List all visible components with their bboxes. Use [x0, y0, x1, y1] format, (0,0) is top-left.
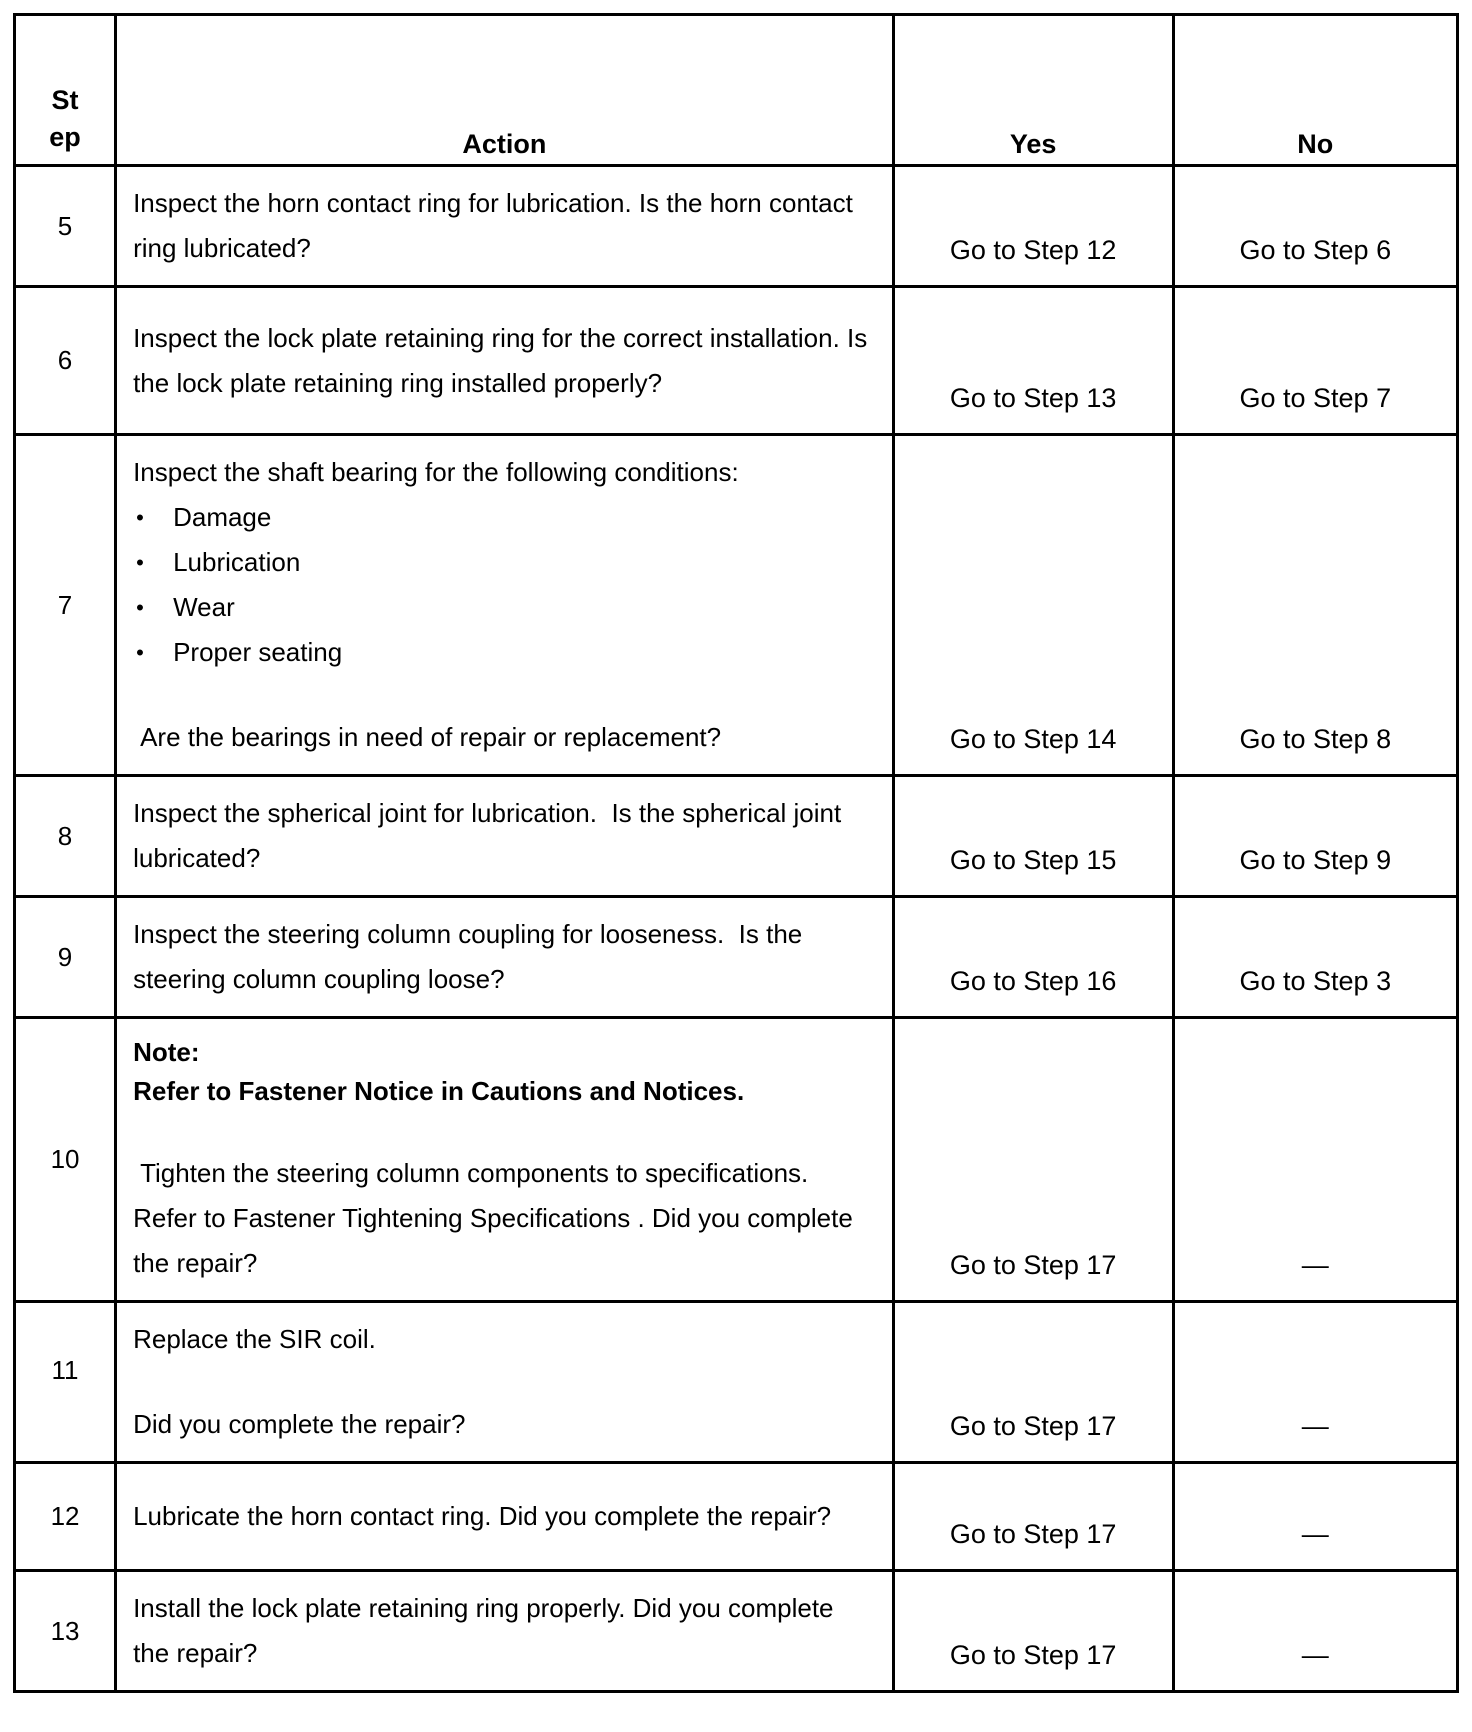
action-text: Install the lock plate retaining ring properly. Did you complete the repair?	[116, 1571, 894, 1692]
step-number: 6	[15, 287, 116, 435]
step-number: 8	[15, 776, 116, 897]
step-number: 9	[15, 897, 116, 1018]
no-result: —	[1173, 1018, 1457, 1302]
yes-result: Go to Step 14	[893, 435, 1173, 776]
action-text: Inspect the steering column coupling for looseness. Is the steering column coupling loose?	[116, 897, 894, 1018]
action-question: Did you complete the repair?	[133, 1409, 466, 1439]
action-text: Inspect the lock plate retaining ring for the correct installation. Is the lock plate retaining ring installed properly?	[116, 287, 894, 435]
table-row	[15, 897, 1458, 1018]
action-text	[116, 435, 894, 776]
action-text: Inspect the horn contact ring for lubrication. Is the horn contact ring lubricated?	[116, 166, 894, 287]
no-result: Go to Step 3	[1173, 897, 1457, 1018]
step-number: 11	[15, 1302, 116, 1463]
header-action: Action	[116, 15, 894, 166]
yes-result: Go to Step 17	[893, 1018, 1173, 1302]
yes-result: Go to Step 15	[893, 776, 1173, 897]
list-item: • Wear	[133, 585, 876, 630]
yes-result: Go to Step 17	[893, 1571, 1173, 1692]
step-number: 7	[15, 435, 116, 776]
no-result: Go to Step 8	[1173, 435, 1457, 776]
action-intro: Inspect the shaft bearing for the following conditions:	[133, 457, 739, 487]
table-row	[15, 1018, 1458, 1302]
header-step: St ep	[15, 15, 116, 166]
step-number: 5	[15, 166, 116, 287]
no-result: —	[1173, 1302, 1457, 1463]
action-instruction: Tighten the steering column components to specifications. Refer to Fastener Tightening Specifications . Did you complete the repair?	[133, 1158, 853, 1278]
action-text: Lubricate the horn contact ring. Did you complete the repair?	[116, 1463, 894, 1571]
action-text	[116, 1302, 894, 1463]
table-row	[15, 166, 1458, 287]
no-result: Go to Step 6	[1173, 166, 1457, 287]
diagnostic-table	[13, 13, 1459, 1693]
condition-list	[133, 495, 876, 675]
no-result: —	[1173, 1571, 1457, 1692]
step-number: 13	[15, 1571, 116, 1692]
table-row	[15, 1463, 1458, 1571]
table-row	[15, 776, 1458, 897]
table-header-row	[15, 15, 1458, 166]
yes-result: Go to Step 12	[893, 166, 1173, 287]
action-question: Are the bearings in need of repair or replacement?	[140, 722, 722, 752]
table-row	[15, 1571, 1458, 1692]
no-result: —	[1173, 1463, 1457, 1571]
table-row	[15, 1302, 1458, 1463]
yes-result: Go to Step 17	[893, 1302, 1173, 1463]
header-no: No	[1173, 15, 1457, 166]
table-row	[15, 435, 1458, 776]
action-instruction: Replace the SIR coil.	[133, 1324, 376, 1354]
list-item: • Lubrication	[133, 540, 876, 585]
no-result: Go to Step 7	[1173, 287, 1457, 435]
note-text: Refer to Fastener Notice in Cautions and Notices.	[133, 1076, 745, 1106]
action-text: Inspect the spherical joint for lubrication. Is the spherical joint lubricated?	[116, 776, 894, 897]
note-label: Note:	[133, 1037, 200, 1067]
step-number: 10	[15, 1018, 116, 1302]
step-number: 12	[15, 1463, 116, 1571]
table-row	[15, 287, 1458, 435]
action-text	[116, 1018, 894, 1302]
yes-result: Go to Step 16	[893, 897, 1173, 1018]
yes-result: Go to Step 17	[893, 1463, 1173, 1571]
list-item: • Damage	[133, 495, 876, 540]
yes-result: Go to Step 13	[893, 287, 1173, 435]
header-yes: Yes	[893, 15, 1173, 166]
no-result: Go to Step 9	[1173, 776, 1457, 897]
list-item: • Proper seating	[133, 630, 876, 675]
